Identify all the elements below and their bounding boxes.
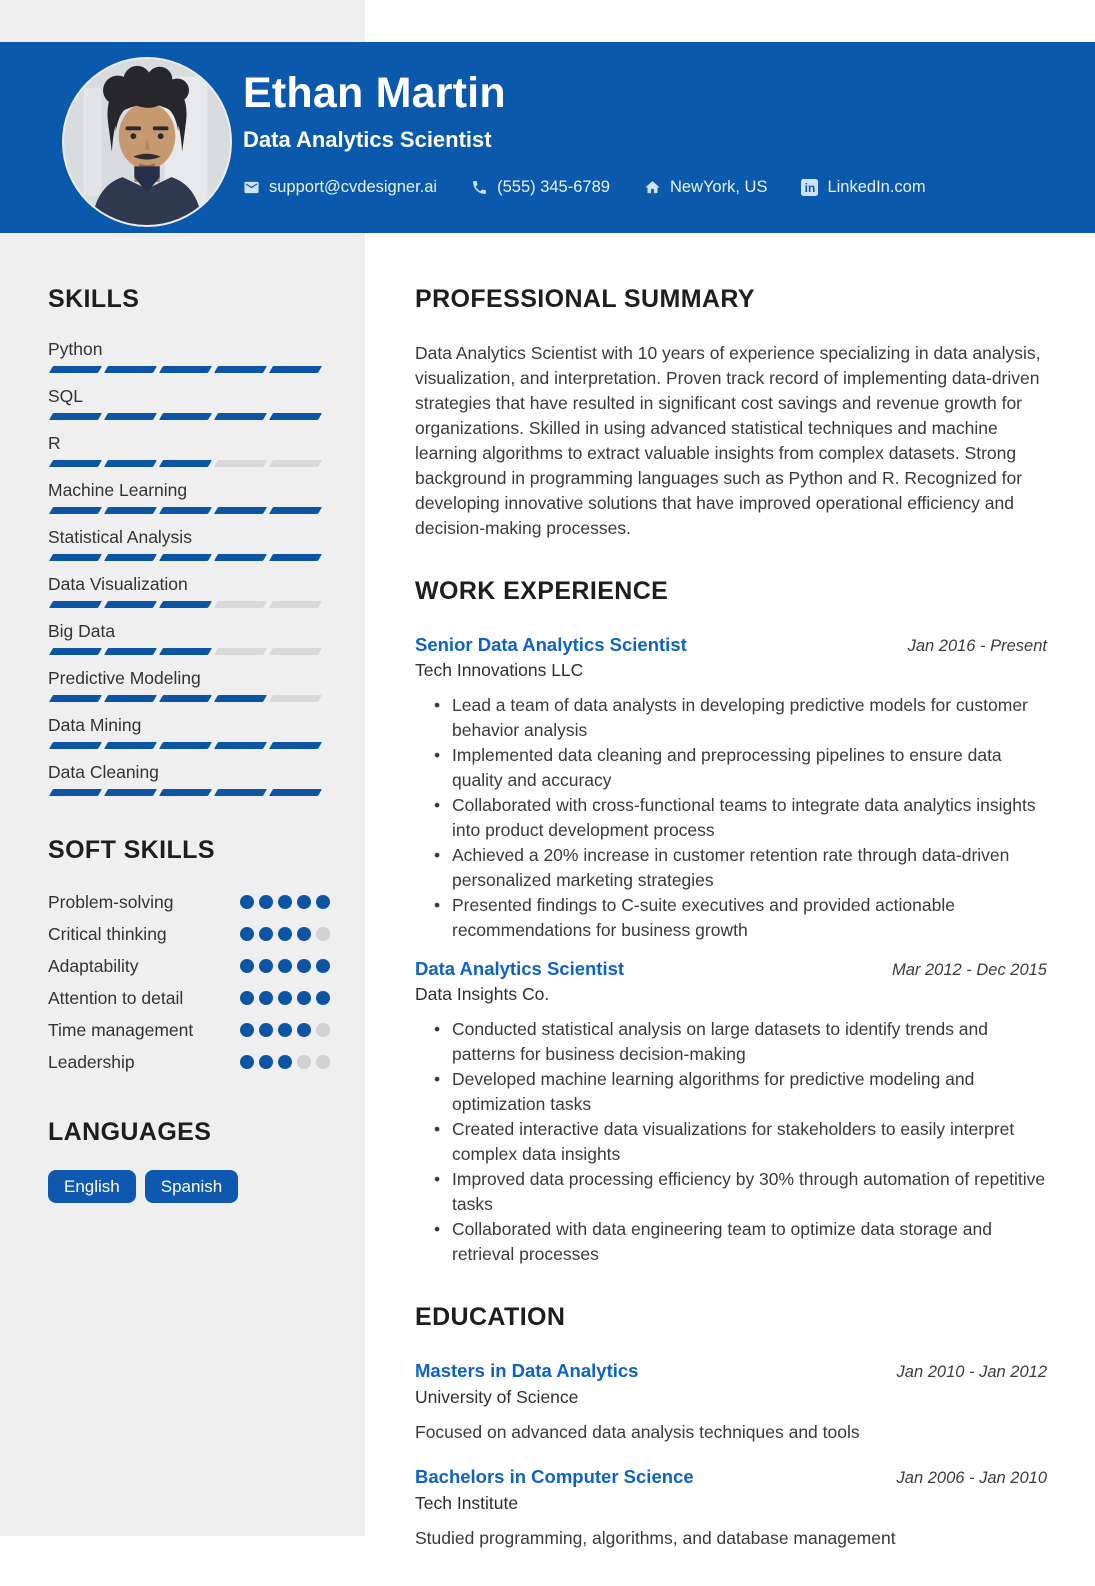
skill-bar-segment (49, 366, 102, 373)
soft-skill-dot (316, 927, 330, 941)
skill-bar-segment (49, 601, 102, 608)
skill-bar-segment (269, 554, 322, 561)
soft-skill-dot (278, 895, 292, 909)
soft-skill-name: Adaptability (48, 956, 139, 976)
soft-skill-dot (278, 991, 292, 1005)
soft-skill-dot (297, 991, 311, 1005)
education-description: Studied programming, algorithms, and database management (415, 1528, 896, 1548)
job-dates: Jan 2016 - Present (907, 637, 1047, 655)
soft-skill-dots (240, 922, 330, 946)
skill-name: Data Cleaning (48, 762, 159, 782)
job-title: Senior Data Analytics Scientist (415, 634, 687, 655)
skill-bar-segment (214, 507, 267, 514)
skill-bar-segment (159, 366, 212, 373)
jobs-list (415, 633, 1047, 1267)
skill-item (48, 668, 330, 702)
skill-item (48, 386, 330, 420)
education-heading: EDUCATION (415, 1303, 566, 1331)
soft-skill-dot (240, 1023, 254, 1037)
skill-item (48, 527, 330, 561)
skill-bar-segment (49, 460, 102, 467)
soft-skill-dots (240, 986, 330, 1010)
skill-bar-segment (159, 789, 212, 796)
skill-bar (48, 742, 330, 749)
email-icon (243, 179, 260, 196)
skill-bar-segment (159, 460, 212, 467)
skill-item (48, 574, 330, 608)
soft-skill-dot (259, 1055, 273, 1069)
skill-item (48, 762, 330, 796)
skill-bar (48, 413, 330, 420)
soft-skill-dot (259, 1023, 273, 1037)
language-pill-spanish[interactable]: Spanish (145, 1170, 238, 1203)
summary-text: Data Analytics Scientist with 10 years of experience specializing in data analysis, visualization, and interpretation. Proven track record of implementing data-driven strategies that have resulted in significant cost savings and revenue growth for organizations. Skilled in using advanced statistical techniques and machine learning algorithms to extract valuable insights from complex datasets. Strong background in programming languages such as Python and R. Recognized for developing innovative solutions that have improved operational efficiency and decision-making processes. (415, 343, 1041, 538)
skill-bar-segment (49, 789, 102, 796)
soft-skill-dots (240, 1050, 330, 1074)
skill-bar-segment (269, 601, 322, 608)
job-title: Data Analytics Scientist (415, 958, 625, 979)
soft-skill-dot (240, 927, 254, 941)
skill-bar-segment (159, 507, 212, 514)
languages-list (48, 1170, 330, 1203)
soft-skill-dot (278, 1023, 292, 1037)
skill-name: Data Mining (48, 715, 142, 735)
education-header (415, 1359, 1047, 1382)
skill-bar-segment (104, 648, 157, 655)
skill-bar-segment (269, 648, 322, 655)
skill-name: Data Visualization (48, 574, 188, 594)
skill-bar-segment (269, 507, 322, 514)
job-bullet: • Presented findings to C-suite executives and provided actionable recommendations for business growth (452, 893, 1047, 943)
linkedin-icon: in (801, 179, 818, 196)
language-pill-english[interactable]: English (48, 1170, 136, 1203)
soft-skill-row (48, 986, 330, 1010)
skill-bar-segment (269, 413, 322, 420)
skill-bar-segment (159, 554, 212, 561)
skill-bar (48, 789, 330, 796)
person-name: Ethan Martin (243, 69, 506, 117)
soft-skill-dot (240, 959, 254, 973)
job-bullet: • Collaborated with cross-functional teams to integrate data analytics insights into product development process (452, 793, 1047, 843)
skills-heading: SKILLS (48, 285, 140, 313)
home-icon (644, 179, 661, 196)
skill-bar-segment (49, 648, 102, 655)
education-degree: Bachelors in Computer Science (415, 1466, 694, 1487)
job-header (415, 633, 1047, 656)
soft-skill-dot (297, 1023, 311, 1037)
soft-skill-dot (259, 991, 273, 1005)
skill-bar-segment (104, 695, 157, 702)
soft-skill-dot (297, 895, 311, 909)
job-dates: Mar 2012 - Dec 2015 (891, 961, 1047, 979)
skill-bar-segment (269, 742, 322, 749)
education-dates: Jan 2010 - Jan 2012 (896, 1363, 1047, 1381)
skill-name: Machine Learning (48, 480, 188, 500)
contact-item-phone (471, 178, 610, 197)
education-entry (415, 1359, 1047, 1444)
contact-item-email[interactable] (243, 178, 437, 197)
contact-item-linkedin[interactable] (801, 178, 925, 197)
skill-bar-segment (49, 554, 102, 561)
job-bullet: • Collaborated with data engineering team to optimize data storage and retrieval processes (452, 1217, 1047, 1267)
skill-bar (48, 366, 330, 373)
soft-skills-section (48, 836, 330, 1074)
soft-skill-name: Attention to detail (48, 988, 184, 1008)
skill-bar (48, 648, 330, 655)
skill-name: SQL (48, 386, 84, 406)
skill-bar (48, 554, 330, 561)
skill-bar-segment (49, 695, 102, 702)
skill-bar-segment (49, 413, 102, 420)
main-column (415, 285, 1047, 1586)
skill-bar-segment (159, 601, 212, 608)
soft-skill-dot (240, 991, 254, 1005)
skill-bar-segment (159, 413, 212, 420)
soft-skill-dot (259, 927, 273, 941)
job-bullet: • Developed machine learning algorithms for predictive modeling and optimization tasks (452, 1067, 1047, 1117)
soft-skill-row (48, 954, 330, 978)
experience-section (415, 577, 1047, 1267)
skill-bar-segment (214, 554, 267, 561)
soft-skill-dot (316, 895, 330, 909)
skill-bar-segment (49, 507, 102, 514)
soft-skill-dot (297, 1055, 311, 1069)
skill-name: Statistical Analysis (48, 527, 192, 547)
job-bullet: • Created interactive data visualizations for stakeholders to easily interpret complex data insights (452, 1117, 1047, 1167)
job-entry (415, 957, 1047, 1267)
education-degree: Masters in Data Analytics (415, 1360, 639, 1381)
skill-name: Predictive Modeling (48, 668, 201, 688)
skill-item (48, 433, 330, 467)
education-school: University of Science (415, 1387, 579, 1407)
skill-bar (48, 601, 330, 608)
skill-item (48, 339, 330, 373)
job-bullet: • Improved data processing efficiency by 30% through automation of repetitive tasks (452, 1167, 1047, 1217)
skill-bar-segment (214, 648, 267, 655)
contact-item-home (644, 178, 768, 197)
soft-skill-dot (316, 991, 330, 1005)
job-bullet: • Lead a team of data analysts in developing predictive models for customer behavior analysis (452, 693, 1047, 743)
soft-skill-name: Time management (48, 1020, 194, 1040)
sidebar (48, 285, 330, 1203)
skill-bar-segment (159, 742, 212, 749)
skill-bar-segment (214, 413, 267, 420)
skill-name: Python (48, 339, 103, 359)
skill-bar-segment (269, 366, 322, 373)
job-bullet: • Achieved a 20% increase in customer retention rate through data-driven personalized marketing strategies (452, 843, 1047, 893)
skill-bar-segment (104, 366, 157, 373)
contact-text: LinkedIn.com (827, 178, 926, 196)
contact-row (243, 178, 1063, 197)
skill-bar-segment (104, 601, 157, 608)
skill-bar-segment (104, 789, 157, 796)
skill-bar-segment (214, 460, 267, 467)
skill-bar-segment (159, 695, 212, 702)
header-banner (0, 42, 1095, 233)
experience-heading: WORK EXPERIENCE (415, 577, 669, 605)
soft-skill-dot (316, 1023, 330, 1037)
skill-bar-segment (269, 695, 322, 702)
skill-bar-segment (104, 507, 157, 514)
contact-text: NewYork, US (669, 178, 768, 196)
soft-skill-name: Leadership (48, 1052, 135, 1072)
skill-bar-segment (104, 554, 157, 561)
job-bullets (415, 1017, 1047, 1267)
soft-skill-dot (259, 895, 273, 909)
soft-skill-dots (240, 954, 330, 978)
soft-skill-dot (297, 959, 311, 973)
soft-skill-dot (278, 959, 292, 973)
soft-skill-dot (278, 927, 292, 941)
skill-bar-segment (159, 648, 212, 655)
summary-heading: PROFESSIONAL SUMMARY (415, 285, 755, 313)
soft-skills-list (48, 890, 330, 1074)
skill-bar-segment (104, 413, 157, 420)
job-bullet: • Conducted statistical analysis on large datasets to identify trends and patterns for business decision-making (452, 1017, 1047, 1067)
job-entry (415, 633, 1047, 943)
profile-photo (62, 57, 232, 227)
soft-skill-row (48, 890, 330, 914)
education-school: Tech Institute (415, 1493, 519, 1513)
skill-bar-segment (269, 460, 322, 467)
education-description: Focused on advanced data analysis techniques and tools (415, 1422, 860, 1442)
skill-bar (48, 507, 330, 514)
contact-text: support@cvdesigner.ai (269, 178, 438, 196)
skill-bar (48, 695, 330, 702)
contact-text: (555) 345-6789 (497, 178, 610, 196)
soft-skills-heading: SOFT SKILLS (48, 836, 215, 864)
skill-bar-segment (214, 742, 267, 749)
soft-skill-row (48, 1050, 330, 1074)
skill-bar (48, 460, 330, 467)
job-company: Data Insights Co. (415, 984, 550, 1004)
skill-item (48, 480, 330, 514)
job-bullet: • Implemented data cleaning and preprocessing pipelines to ensure data quality and accuracy (452, 743, 1047, 793)
soft-skill-dot (316, 959, 330, 973)
soft-skill-dot (240, 1055, 254, 1069)
education-entry (415, 1465, 1047, 1550)
job-header (415, 957, 1047, 980)
soft-skill-dot (316, 1055, 330, 1069)
person-job-title: Data Analytics Scientist (243, 127, 492, 152)
languages-heading: LANGUAGES (48, 1118, 212, 1146)
skills-list (48, 339, 330, 796)
skill-item (48, 621, 330, 655)
skill-item (48, 715, 330, 749)
education-list (415, 1359, 1047, 1550)
skills-section (48, 285, 330, 796)
skill-name: Big Data (48, 621, 116, 641)
skill-bar-segment (269, 789, 322, 796)
soft-skill-row (48, 1018, 330, 1042)
soft-skill-dot (240, 895, 254, 909)
summary-section (415, 285, 1047, 541)
skill-bar-segment (104, 742, 157, 749)
soft-skill-row (48, 922, 330, 946)
languages-section (48, 1118, 330, 1203)
education-section (415, 1303, 1047, 1550)
soft-skill-dots (240, 1018, 330, 1042)
skill-name: R (48, 433, 61, 453)
skill-bar-segment (104, 460, 157, 467)
job-bullets (415, 693, 1047, 943)
soft-skill-dot (278, 1055, 292, 1069)
skill-bar-segment (49, 742, 102, 749)
education-dates: Jan 2006 - Jan 2010 (896, 1469, 1047, 1487)
soft-skill-name: Problem-solving (48, 892, 174, 912)
soft-skill-name: Critical thinking (48, 924, 167, 944)
soft-skill-dots (240, 890, 330, 914)
soft-skill-dot (259, 959, 273, 973)
skill-bar-segment (214, 601, 267, 608)
skill-bar-segment (214, 789, 267, 796)
avatar (64, 59, 230, 225)
skill-bar-segment (214, 695, 267, 702)
education-header (415, 1465, 1047, 1488)
phone-icon (471, 179, 488, 196)
job-company: Tech Innovations LLC (415, 660, 584, 680)
skill-bar-segment (214, 366, 267, 373)
soft-skill-dot (297, 927, 311, 941)
